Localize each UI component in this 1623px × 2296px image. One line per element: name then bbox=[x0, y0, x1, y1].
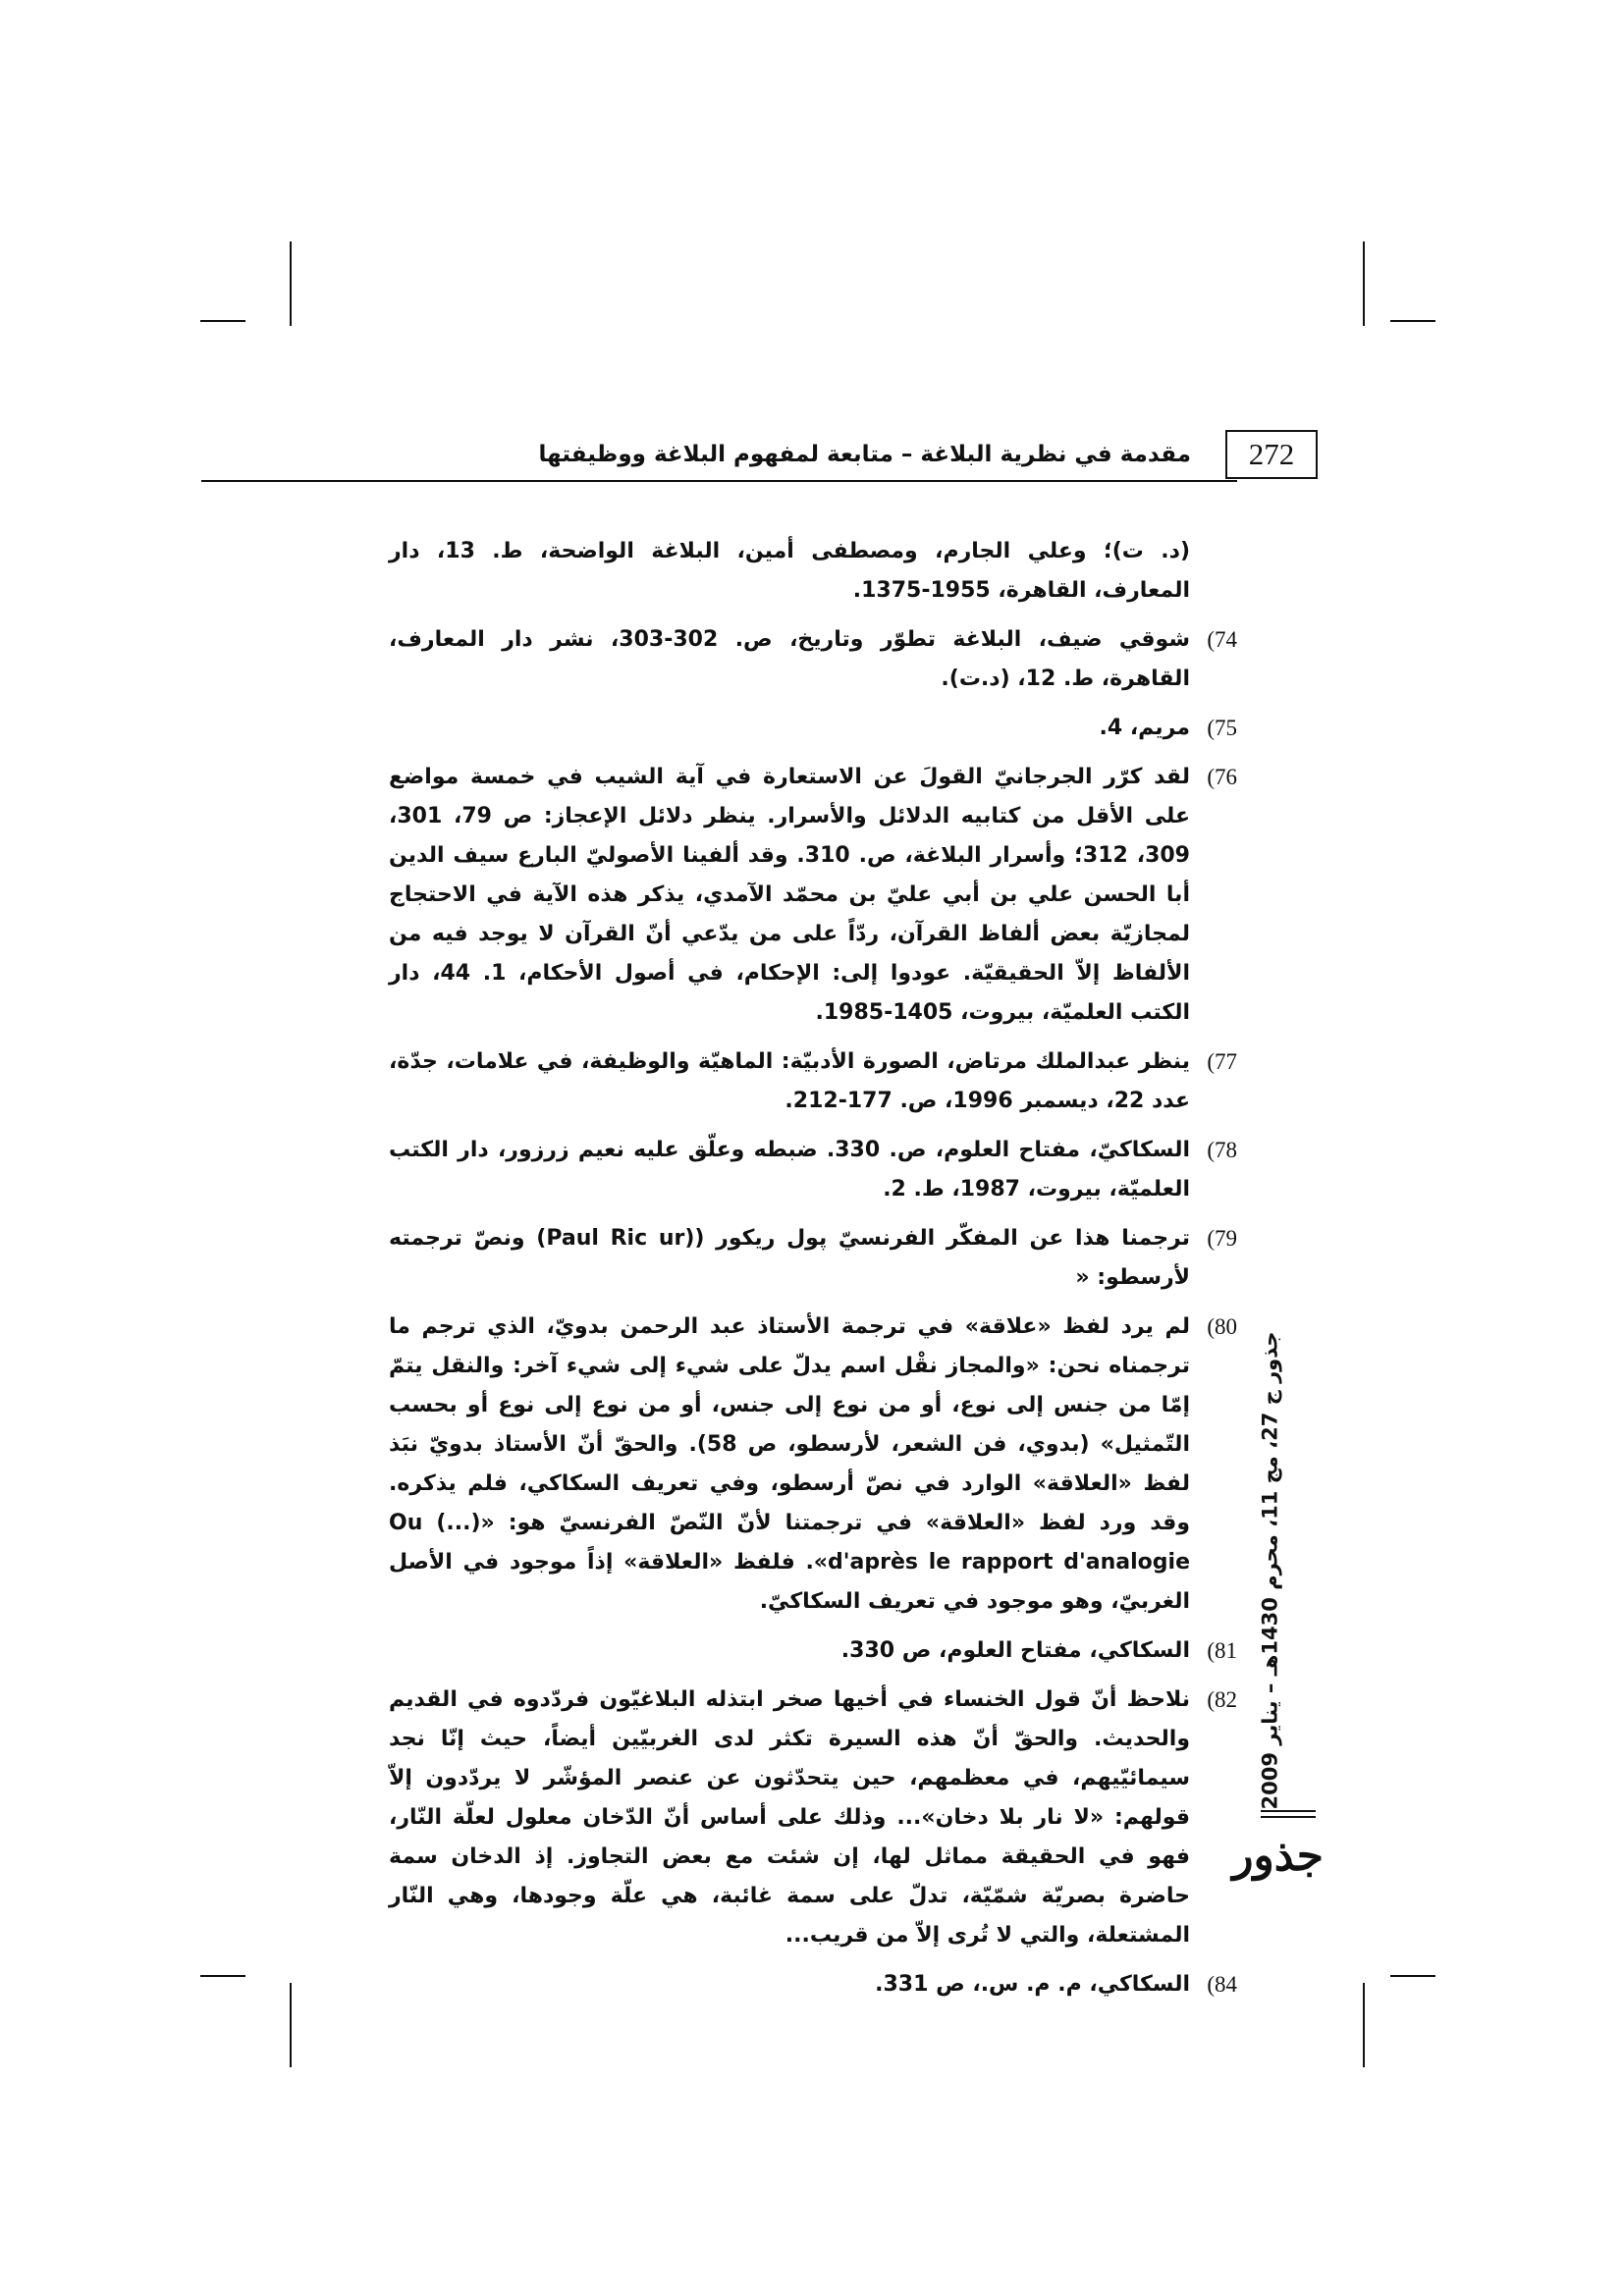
endnote-number: 77) bbox=[1207, 1049, 1237, 1074]
journal-issue-strip bbox=[1239, 1331, 1300, 1810]
crop-mark bbox=[1390, 1975, 1435, 1977]
endnote-76 bbox=[389, 758, 1237, 1033]
endnote-79 bbox=[389, 1219, 1237, 1298]
endnote-number: 78) bbox=[1207, 1138, 1237, 1162]
side-rule bbox=[1261, 1810, 1316, 1812]
page-number: 272 bbox=[1225, 430, 1318, 479]
endnote-text: نلاحظ أنّ قول الخنساء في أخيها صخر ابتذله البلاغيّون فردّدوه في القديم والحديث. والحقّ أنّ هذه السيرة تكثر لدى الغربيّين أيضاً، حيث إنّا نجد سيمائيّيهم، في معظمهم، حين يتحدّثون عن عنصر المؤشّر لا يردّدون إلاّ قولهم: «لا نار بلا دخان»... وذلك على أساس أنّ الدّخان معلول لعلّة النّار، فهو في الحقيقة مماثل لها، إن شئت مع بعض التجاوز. إذ الدخان سمة حاضرة بصريّة شمّيّة، تدلّ على سمة غائبة، هي علّة وجودها، وهي النّار المشتعلة، والتي لا تُرى إلاّ من قريب... bbox=[389, 1687, 1190, 1948]
endnote-text: (د. ت)؛ وعلي الجارم، ومصطفى أمين، البلاغة الواضحة، ط. 13، دار المعارف، القاهرة، 1955-1375. bbox=[389, 539, 1191, 603]
endnote-text: السكاكيّ، مفتاح العلوم، ص. 330. ضبطه وعلّق عليه نعيم زرزور، دار الكتب العلميّة، بيروت، 1987، ط. 2. bbox=[389, 1138, 1190, 1201]
side-rule bbox=[1261, 1816, 1316, 1818]
endnote-74 bbox=[389, 620, 1237, 699]
crop-mark bbox=[1390, 320, 1435, 322]
endnote-number: 76) bbox=[1207, 765, 1237, 789]
endnote-text: ترجمنا هذا عن المفكّر الفرنسيّ پول ريكور ((Paul Ric ur) ونصّ ترجمته لأرسطو: « bbox=[389, 1226, 1190, 1290]
endnote-text: لقد كرّر الجرجانيّ القولَ عن الاستعارة في آية الشيب في خمسة مواضع على الأقل من كتابيه الدلائل والأسرار. ينظر دلائل الإعجاز: ص 79، 301، 309، 312؛ وأسرار البلاغة، ص. 310. وقد ألفينا الأصوليّ البارع سيف الدين أبا الحسن علي بن أبي عليّ بن محمّد الآمدي، يذكر هذه الآية في الاحتجاج لمجازيّة بعض ألفاظ القرآن، ردّاً على من يدّعي أنّ القرآن لا يوجد فيه من الألفاظ إلاّ الحقيقيّة. عودوا إلى: الإحكام، في أصول الأحكام، 1. 44، دار الكتب العلميّة، بيروت، 1405-1985. bbox=[389, 765, 1190, 1025]
endnote-number: 82) bbox=[1207, 1687, 1237, 1712]
endnote-84 bbox=[389, 1965, 1237, 2004]
header-rule bbox=[201, 480, 1237, 482]
endnote-number: 75) bbox=[1207, 716, 1237, 740]
journal-logo: جذور bbox=[1232, 1831, 1324, 1881]
endnote-text: لم يرد لفظ «علاقة» في ترجمة الأستاذ عبد الرحمن بدويّ، الذي ترجم ما ترجمناه نحن: «والمجاز نقْل اسم يدلّ على شيء إلى شيء آخر: والنقل يتمّ إمّا من جنس إلى نوع، أو من نوع إلى جنس، أو من نوع إلى نوع أو بحسب التّمثيل» (بدوي، فن الشعر، لأرسطو، ص 58). والحقّ أنّ الأستاذ بدويّ نبَذ لفظ «العلاقة» الوارد في نصّ أرسطو، وفي تعريف السكاكي، فلم يذكره. وقد ورد لفظ «العلاقة» في ترجمتنا لأنّ النّصّ الفرنسيّ هو: «(...) Ou d'après le rapport d'analogie». فلفظ «العلاقة» إذاً موجود في الأصل الغربيّ، وهو موجود في تعريف السكاكيّ. bbox=[389, 1314, 1190, 1614]
crop-mark bbox=[200, 1975, 245, 1977]
crop-mark bbox=[1363, 241, 1365, 326]
endnote-continued bbox=[389, 532, 1237, 611]
endnote-82 bbox=[389, 1681, 1237, 1955]
endnote-77 bbox=[389, 1042, 1237, 1121]
crop-mark bbox=[1363, 1983, 1365, 2067]
endnote-number: 79) bbox=[1207, 1226, 1237, 1251]
endnote-text: السكاكي، م. م. س.، ص 331. bbox=[875, 1972, 1190, 1997]
endnote-number: 84) bbox=[1207, 1972, 1237, 1997]
endnote-number: 80) bbox=[1207, 1314, 1237, 1339]
crop-mark bbox=[200, 320, 245, 322]
endnotes-list bbox=[389, 532, 1237, 2014]
endnote-number: 74) bbox=[1207, 627, 1237, 652]
endnote-81 bbox=[389, 1631, 1237, 1671]
endnote-80 bbox=[389, 1308, 1237, 1622]
crop-mark bbox=[290, 1983, 292, 2067]
endnote-text: ينظر عبدالملك مرتاض، الصورة الأدبيّة: الماهيّة والوظيفة، في علامات، جدّة، عدد 22، ديسمبر 1996، ص. 177-212. bbox=[389, 1049, 1190, 1113]
journal-issue-label: جذور ج 27، مج 11، محرم 1430هـ – يناير 2009 bbox=[1258, 1331, 1281, 1810]
endnote-text: شوقي ضيف، البلاغة تطوّر وتاريخ، ص. 302-303، نشر دار المعارف، القاهرة، ط. 12، (د.ت). bbox=[389, 627, 1190, 691]
crop-mark bbox=[290, 241, 292, 326]
endnote-text: مريم، 4. bbox=[1099, 716, 1190, 740]
endnote-75 bbox=[389, 709, 1237, 748]
endnote-number: 81) bbox=[1207, 1638, 1237, 1663]
running-header: مقدمة في نظرية البلاغة – متابعة لمفهوم البلاغة ووظيفتها bbox=[538, 442, 1191, 467]
endnote-text: السكاكي، مفتاح العلوم، ص 330. bbox=[840, 1638, 1190, 1663]
endnote-78 bbox=[389, 1131, 1237, 1209]
